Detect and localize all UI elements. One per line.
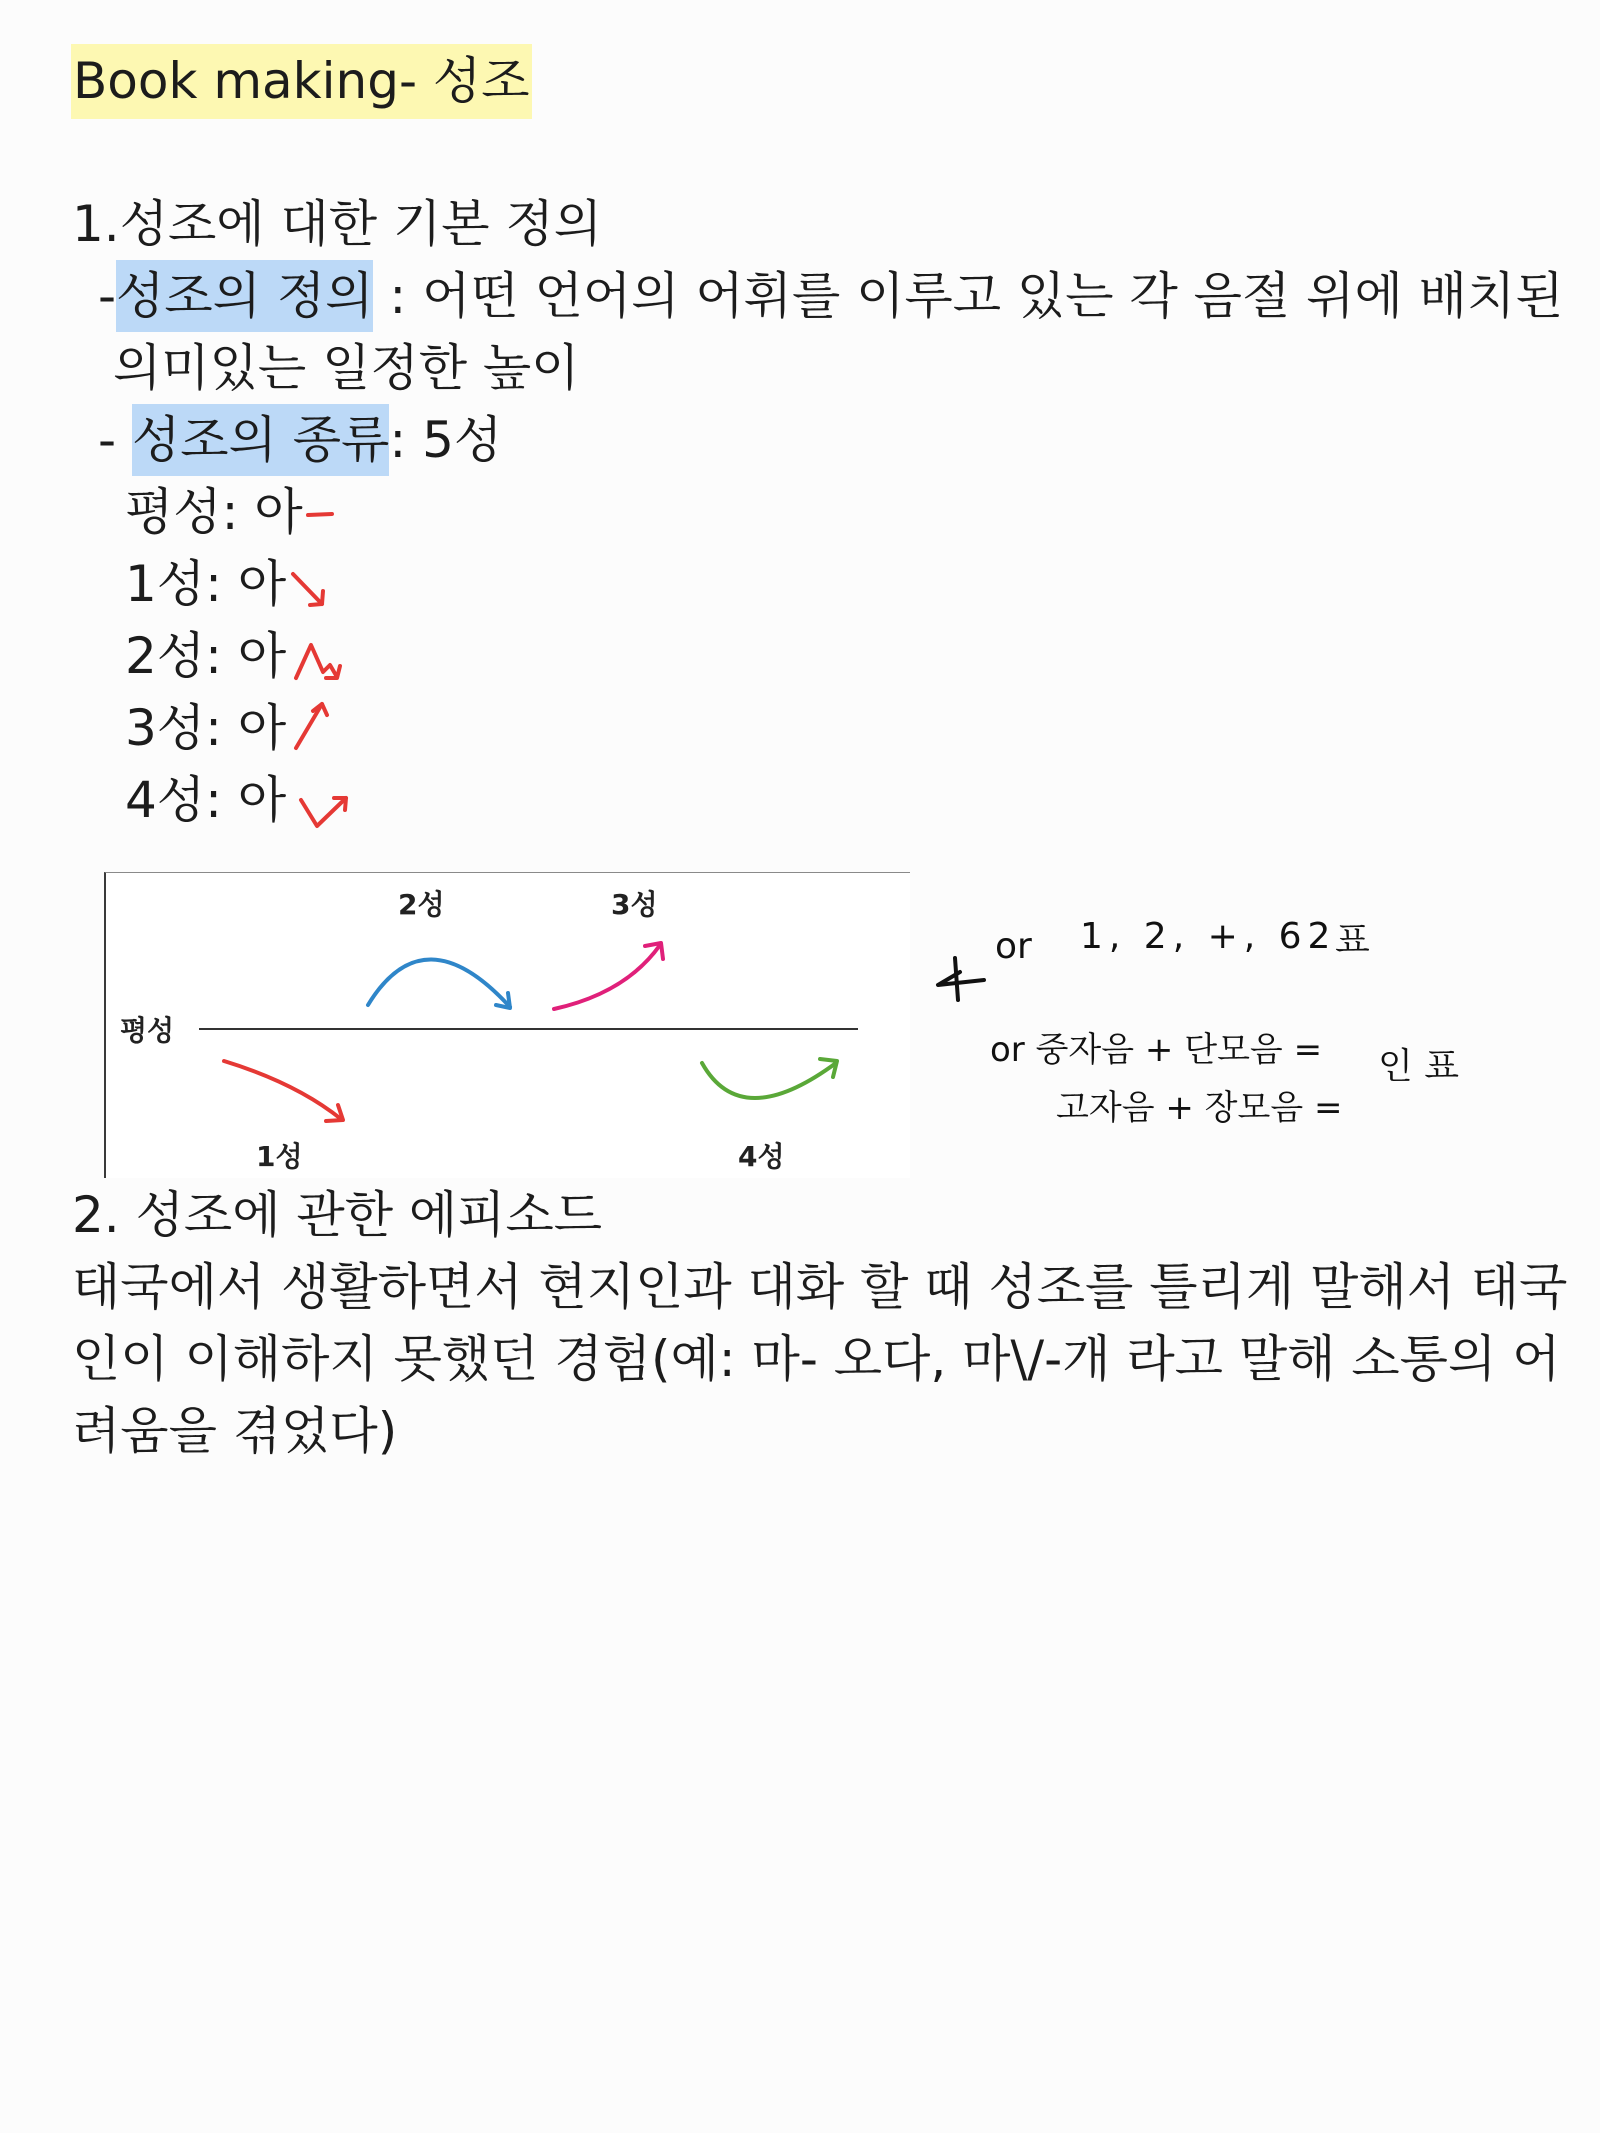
flat-tone-label: 평성 [120,1014,175,1047]
section1-heading: 1.성조에 대한 기본 정의 [72,195,603,253]
note-or: or [995,926,1032,967]
tone2-label: 2성 [398,888,445,921]
section2-body-line: 려움을 겪었다) [72,1402,398,1460]
note-line2: or 중자음 + 단모음 = [990,1030,1323,1070]
section2-heading: 2. 성조에 관한 에피소드 [72,1186,603,1244]
tone-item: 1성: 아 [125,555,287,613]
note-pyo: 표 [1335,920,1370,961]
definition-text: : 어떤 언어의 어휘를 이루고 있는 각 음절 위에 배치된 [373,267,1564,325]
tone1-label: 1성 [256,1140,303,1173]
tone4-label: 4성 [738,1140,785,1173]
tone-item: 3성: 아 [125,699,287,757]
section2-body-line: 인이 이해하지 못했던 경험(예: 마- 오다, 마\/-개 라고 말해 소통의 어 [72,1330,1561,1388]
kinds-dash: - [98,411,132,469]
kinds-term-highlight: 성조의 종류 [132,404,389,476]
definition-dash: - [98,267,117,325]
tone-item: 평성: 아 [125,483,303,541]
note-side: 인 표 [1378,1046,1459,1087]
section2-body-line: 태국에서 생활하면서 현지인과 대화 할 때 성조를 틀리게 말해서 태국 [72,1258,1568,1316]
tone-item: 4성: 아 [125,771,287,829]
note-line3: 고자음 + 장모음 = [1056,1088,1343,1128]
note-marks: 1, 2, +, 62 [1080,916,1337,957]
tone-item: 2성: 아 [125,627,287,685]
tone3-label: 3성 [611,888,658,921]
definition-term-highlight: 성조의 정의 [116,260,373,332]
definition-continuation: 의미있는 일정한 높이 [113,339,580,397]
kinds-text: : 5성 [389,411,503,469]
page-title: Book making- 성조 [71,44,532,119]
